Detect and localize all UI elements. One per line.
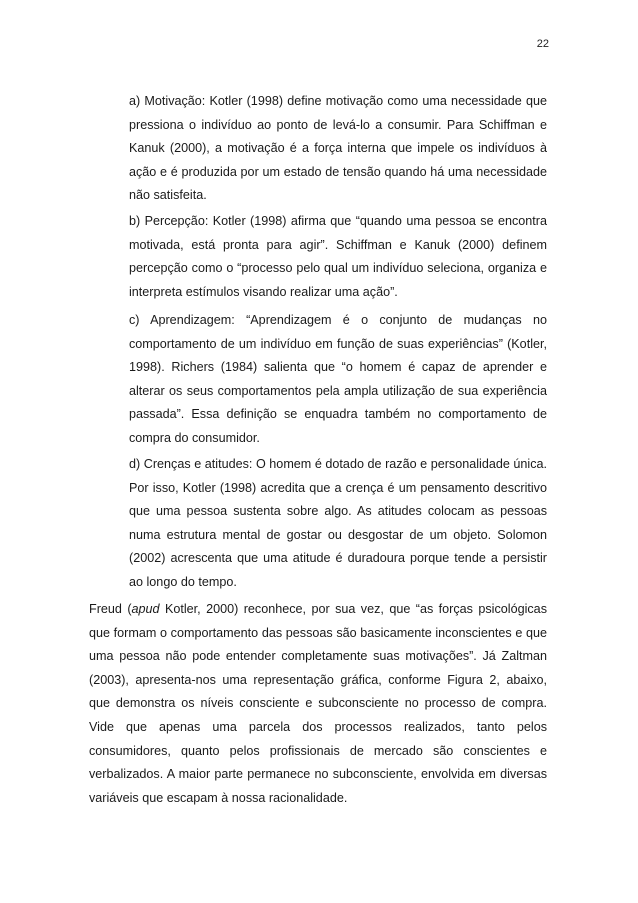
list-item-motivacao: a) Motivação: Kotler (1998) define motivação como uma necessidade que pressiona o indivíduo ao ponto de levá-lo a consumir. Para Schiffman e Kanuk (2000), a motivação é a força interna que impele os indivíduos à ação e é produzida por um estado de tensão quando há uma necessidade não satisfeita. xyxy=(129,94,547,203)
list-item-crencas-atitudes: d) Crenças e atitudes: O homem é dotado de razão e personalidade única. Por isso, Kotler (1998) acredita que a crença é um pensamento descritivo que uma pessoa sustenta sobre algo. As atitudes colocam as pessoas numa estrutura mental de gostar ou desgostar de um objeto. Solomon (2002) acrescenta que uma atitude é duradoura porque tende a persistir ao longo do tempo. xyxy=(129,457,547,589)
list-item-percepcao: b) Percepção: Kotler (1998) afirma que “quando uma pessoa se encontra motivada, está pronta para agir”. Schiffman e Kanuk (2000) definem percepção como o “processo pelo qual um indivíduo seleciona, organiza e interpreta estímulos visando realizar uma ação”. xyxy=(129,214,547,299)
apud-term: apud xyxy=(131,602,160,616)
paragraph-text-start: Freud ( xyxy=(89,602,132,616)
page-number: 22 xyxy=(536,38,549,50)
list-item-aprendizagem: c) Aprendizagem: “Aprendizagem é o conjunto de mudanças no comportamento de um indivíduo em função de suas experiências” (Kotler, 1998). Richers (1984) salienta que “o homem é capaz de aprender e alterar os seus comportamentos pela ampla utilização de sua experiência passada”. Essa definição se enquadra também no comportamento de compra do consumidor. xyxy=(129,313,547,445)
paragraph-text-rest: Kotler, 2000) reconhece, por sua vez, que “as forças psicológicas que formam o comportamento das pessoas são basicamente inconscientes e que uma pessoa não pode entender completamente suas motivações”. Já Zaltman (2003), apresenta-nos uma representação gráfica, conforme Figura 2, abaixo, que demonstra os níveis consciente e subconsciente no processo de compra. Vide que apenas uma parcela dos processos realizados, tanto pelos consumidores, quanto pelos profissionais de mercado são conscientes e verbalizados. A maior parte permanece no subconsciente, envolvida em diversas variáveis que escapam à nossa racionalidade. xyxy=(89,602,547,805)
body-paragraph xyxy=(89,598,547,810)
